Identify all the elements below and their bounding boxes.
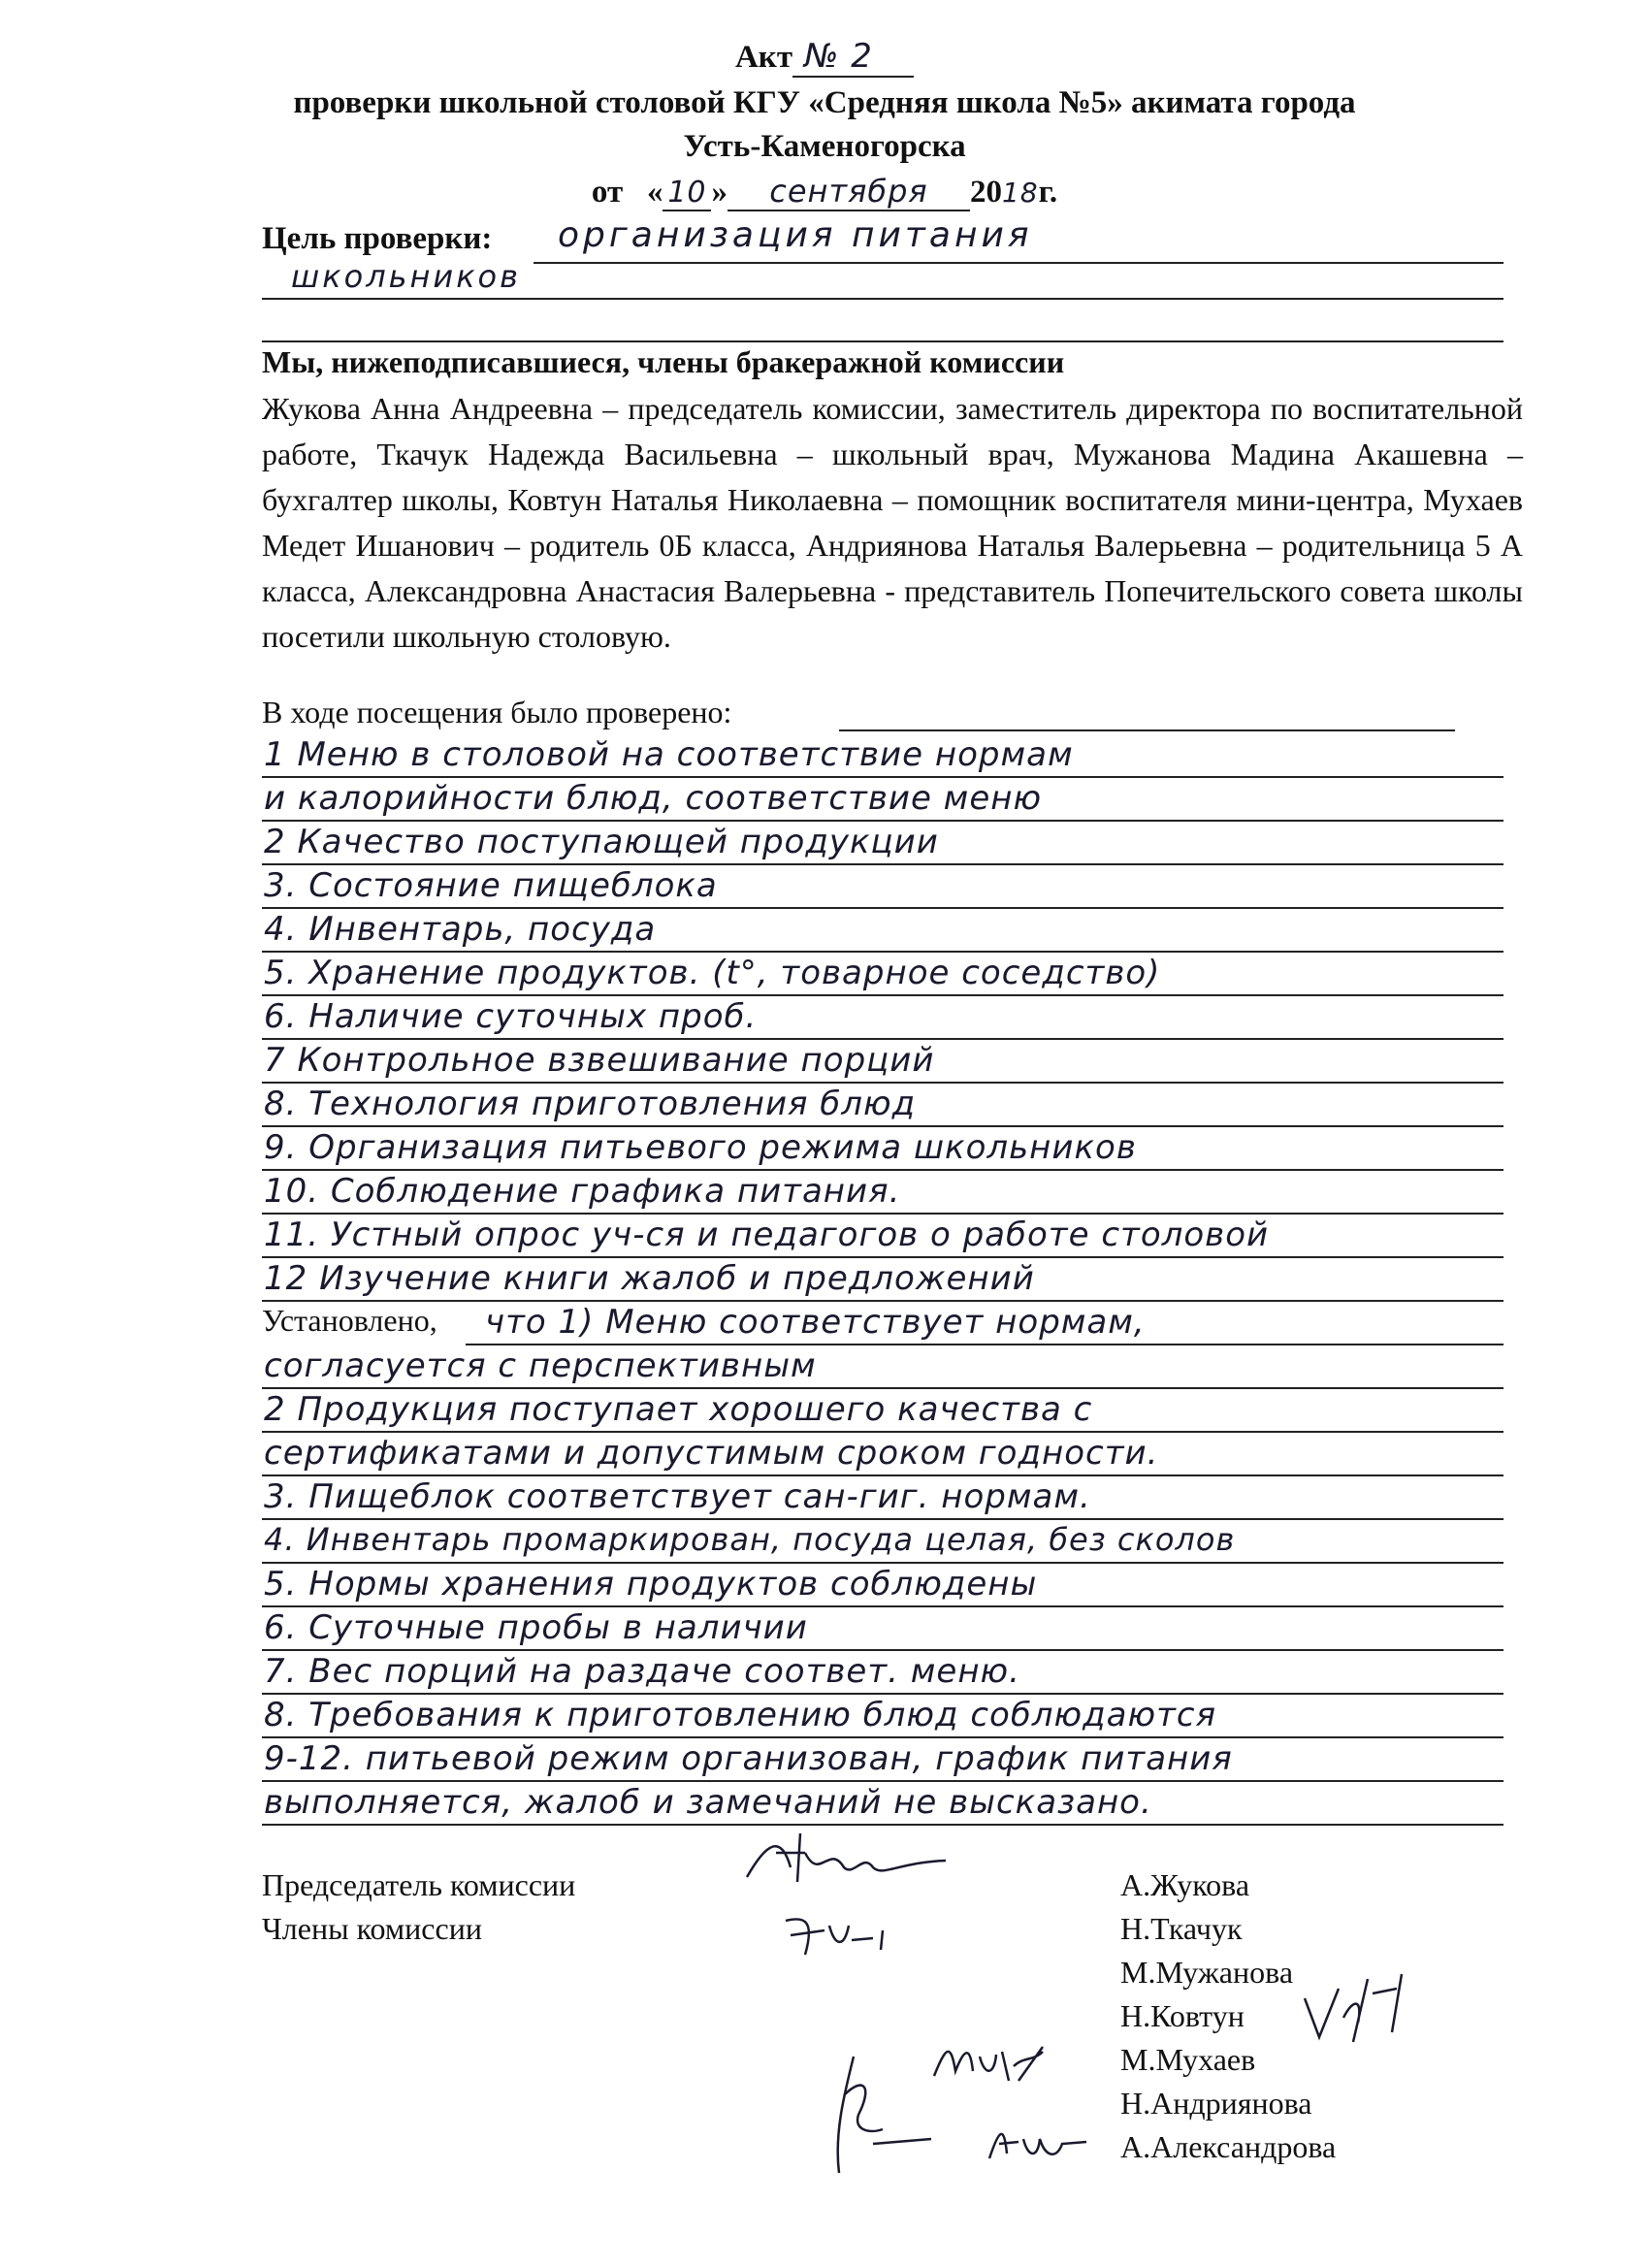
signatory-name: А.Жукова bbox=[1120, 1867, 1250, 1902]
act-number-field bbox=[792, 37, 914, 78]
checked-line bbox=[262, 1082, 1504, 1084]
act-heading bbox=[0, 37, 1649, 78]
signature-member-4 bbox=[1295, 1960, 1440, 2057]
checked-label-underline bbox=[839, 729, 1455, 731]
date-from: от bbox=[591, 175, 624, 210]
established-first-line: что 1) Меню соответствует нормам, bbox=[485, 1303, 1146, 1342]
established-line bbox=[262, 1605, 1504, 1607]
date-year-suffix: 18 bbox=[1001, 177, 1039, 209]
established-line bbox=[262, 1649, 1504, 1651]
date-close-quote: » bbox=[711, 175, 728, 210]
established-item: сертификатами и допустимым сроком годности. bbox=[264, 1434, 1159, 1473]
checked-line bbox=[262, 820, 1504, 822]
members-label: Члены комиссии bbox=[262, 1911, 482, 1946]
checked-item: 4. Инвентарь, посуда bbox=[264, 910, 657, 949]
date-month: сентября bbox=[728, 173, 970, 211]
established-line bbox=[262, 1562, 1504, 1564]
checked-item: 6. Наличие суточных проб. bbox=[264, 997, 758, 1036]
established-label: Установлено, bbox=[262, 1303, 437, 1338]
signature-chair bbox=[737, 1824, 960, 1901]
established-line bbox=[262, 1518, 1504, 1520]
established-item: 5. Нормы хранения продуктов соблюдены bbox=[264, 1565, 1038, 1604]
established-item: 8. Требования к приготовлению блюд соблюдаются bbox=[264, 1696, 1217, 1734]
act-number: № 2 bbox=[804, 37, 873, 76]
chair-label: Председатель комиссии bbox=[262, 1867, 576, 1902]
checked-item: 9. Организация питьевого режима школьников bbox=[264, 1128, 1137, 1167]
checked-item: 10. Соблюдение графика питания. bbox=[264, 1172, 901, 1211]
established-item: выполняется, жалоб и замечаний не высказано. bbox=[264, 1783, 1152, 1822]
act-date bbox=[0, 173, 1649, 211]
checked-line bbox=[262, 776, 1504, 778]
checked-line bbox=[262, 1038, 1504, 1040]
checked-item: 2 Качество поступающей продукции bbox=[264, 823, 939, 861]
signature-member-6 bbox=[815, 2037, 941, 2183]
established-item: 6. Суточные пробы в наличии bbox=[264, 1608, 808, 1647]
signatory-name: Н.Андриянова bbox=[1120, 2086, 1312, 2121]
established-line bbox=[262, 1780, 1504, 1782]
signature-member-7 bbox=[980, 2115, 1096, 2173]
checked-line bbox=[262, 951, 1504, 953]
established-item: 9-12. питьевой режим организован, график питания bbox=[264, 1739, 1233, 1778]
purpose-underline-1 bbox=[534, 262, 1504, 264]
purpose-underline-3 bbox=[262, 340, 1504, 342]
checked-line bbox=[262, 1169, 1504, 1171]
signature-member-5 bbox=[926, 2027, 1072, 2095]
checked-item: 5. Хранение продуктов. (t°, товарное соседство) bbox=[264, 954, 1161, 992]
signature-member-1 bbox=[776, 1901, 941, 1969]
purpose-label: Цель проверки: bbox=[262, 221, 493, 256]
signatory-name: М.Мухаев bbox=[1120, 2042, 1256, 2077]
checked-line bbox=[262, 1125, 1504, 1127]
checked-line bbox=[262, 907, 1504, 909]
title-line-2: Усть-Каменогорска bbox=[683, 129, 966, 164]
checked-label: В ходе посещения было проверено: bbox=[262, 695, 732, 729]
checked-line bbox=[262, 863, 1504, 865]
date-day: 10 bbox=[663, 176, 711, 211]
act-label: Акт bbox=[734, 40, 793, 75]
date-open-quote: « bbox=[646, 175, 663, 210]
checked-item: 12 Изучение книги жалоб и предложений bbox=[264, 1259, 1035, 1298]
signatory-name: Н.Ткачук bbox=[1120, 1911, 1243, 1946]
date-year-prefix: 20 bbox=[969, 175, 1002, 210]
checked-line bbox=[262, 994, 1504, 996]
established-item: 3. Пищеблок соответствует сан-гиг. нормам. bbox=[264, 1477, 1091, 1516]
checked-item: 7 Контрольное взвешивание порций bbox=[264, 1041, 935, 1080]
signatory-name: М.Мужанова bbox=[1120, 1955, 1294, 1990]
established-line bbox=[262, 1431, 1504, 1433]
established-item: 2 Продукция поступает хорошего качества с bbox=[264, 1390, 1093, 1429]
established-item: 4. Инвентарь промаркирован, посуда целая, без сколов bbox=[264, 1521, 1236, 1558]
checked-item: 1 Меню в столовой на соответствие нормам bbox=[264, 735, 1074, 774]
checked-line bbox=[262, 1300, 1504, 1302]
checked-item: 11. Устный опрос уч-ся и педагогов о работе столовой bbox=[264, 1215, 1270, 1254]
established-line bbox=[262, 1474, 1504, 1476]
checked-item: 8. Технология приготовления блюд bbox=[264, 1085, 917, 1123]
signatory-name: Н.Ковтун bbox=[1120, 1998, 1245, 2033]
commission-body: Жукова Анна Андреевна – председатель комиссии, заместитель директора по воспитательной работе, Ткачук Надежда Васильевна – школьный врач, Мужанова Мадина Акашевна – бухгалтер школы, Ковтун Наталья Николаевна – помощник воспитателя мини-центра, Мухаев Медет Ишанович – родитель 0Б класса, Андриянова Наталья Валерьевна – родительница 5 А класса, Александровна Анастасия Валерьевна - представитель Попечительского совета школы посетили школьную столовую. bbox=[262, 391, 1523, 654]
established-line bbox=[466, 1344, 1504, 1345]
signatory-name: А.Александрова bbox=[1120, 2129, 1337, 2164]
established-item: 7. Вес порций на раздаче соответ. меню. bbox=[264, 1652, 1020, 1691]
commission-heading: Мы, нижеподписавшиеся, члены бракеражной комиссии bbox=[262, 344, 1065, 379]
purpose-text-1: организация питания bbox=[558, 215, 1033, 255]
established-line bbox=[262, 1693, 1504, 1695]
title-line-1: проверки школьной столовой КГУ «Средняя школа №5» акимата города bbox=[293, 85, 1356, 120]
checked-line bbox=[262, 1256, 1504, 1258]
purpose-underline-2 bbox=[262, 298, 1504, 300]
established-line bbox=[262, 1736, 1504, 1738]
checked-item: и калорийности блюд, соответствие меню bbox=[264, 779, 1043, 818]
established-item: согласуется с перспективным bbox=[264, 1346, 817, 1385]
purpose-text-2: школьников bbox=[291, 258, 521, 295]
checked-line bbox=[262, 1213, 1504, 1215]
date-year-end: г. bbox=[1038, 175, 1058, 210]
established-line bbox=[262, 1387, 1504, 1389]
checked-item: 3. Состояние пищеблока bbox=[264, 866, 718, 905]
